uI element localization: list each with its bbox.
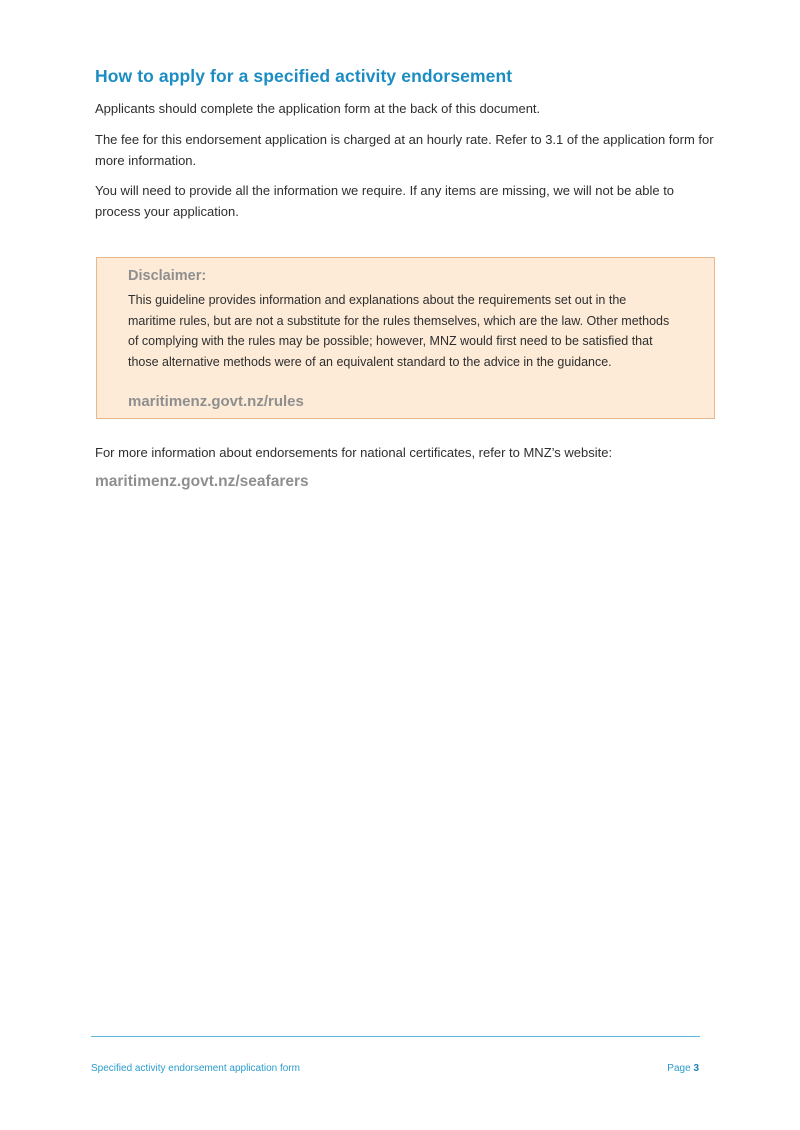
disclaimer-title: Disclaimer: xyxy=(128,268,207,284)
more-info-paragraph: For more information about endorsements for national certificates, refer to MNZ’s website: xyxy=(95,445,613,460)
seafarers-link[interactable]: maritimenz.govt.nz/seafarers xyxy=(95,473,309,490)
disclaimer-text: This guideline provides information and explanations about the requirements set out in the maritime rules, but are not a substitute for the rules themselves, which are the law. Other methods of complying with the rules may be possible; however, MNZ would first need to be satisfied that those alternative methods were of an equivalent standard to the advice in the guidance. xyxy=(128,293,670,369)
requirements-paragraph: You will need to provide all the information we require. If any items are missing, we will not be able to process your application. xyxy=(95,183,675,219)
fee-paragraph: The fee for this endorsement application is charged at an hourly rate. Refer to 3.1 of the application form for more information. xyxy=(95,132,714,168)
footer-page-indicator xyxy=(667,1063,699,1074)
footer-divider xyxy=(91,1036,700,1037)
page-number: 3 xyxy=(693,1063,699,1074)
page-title: How to apply for a specified activity endorsement xyxy=(95,66,513,86)
disclaimer-box xyxy=(96,257,715,419)
intro-paragraph: Applicants should complete the application form at the back of this document. xyxy=(95,101,541,116)
rules-link[interactable]: maritimenz.govt.nz/rules xyxy=(128,393,304,410)
footer-document-title: Specified activity endorsement application form xyxy=(91,1063,300,1074)
page-label: Page xyxy=(667,1063,691,1074)
